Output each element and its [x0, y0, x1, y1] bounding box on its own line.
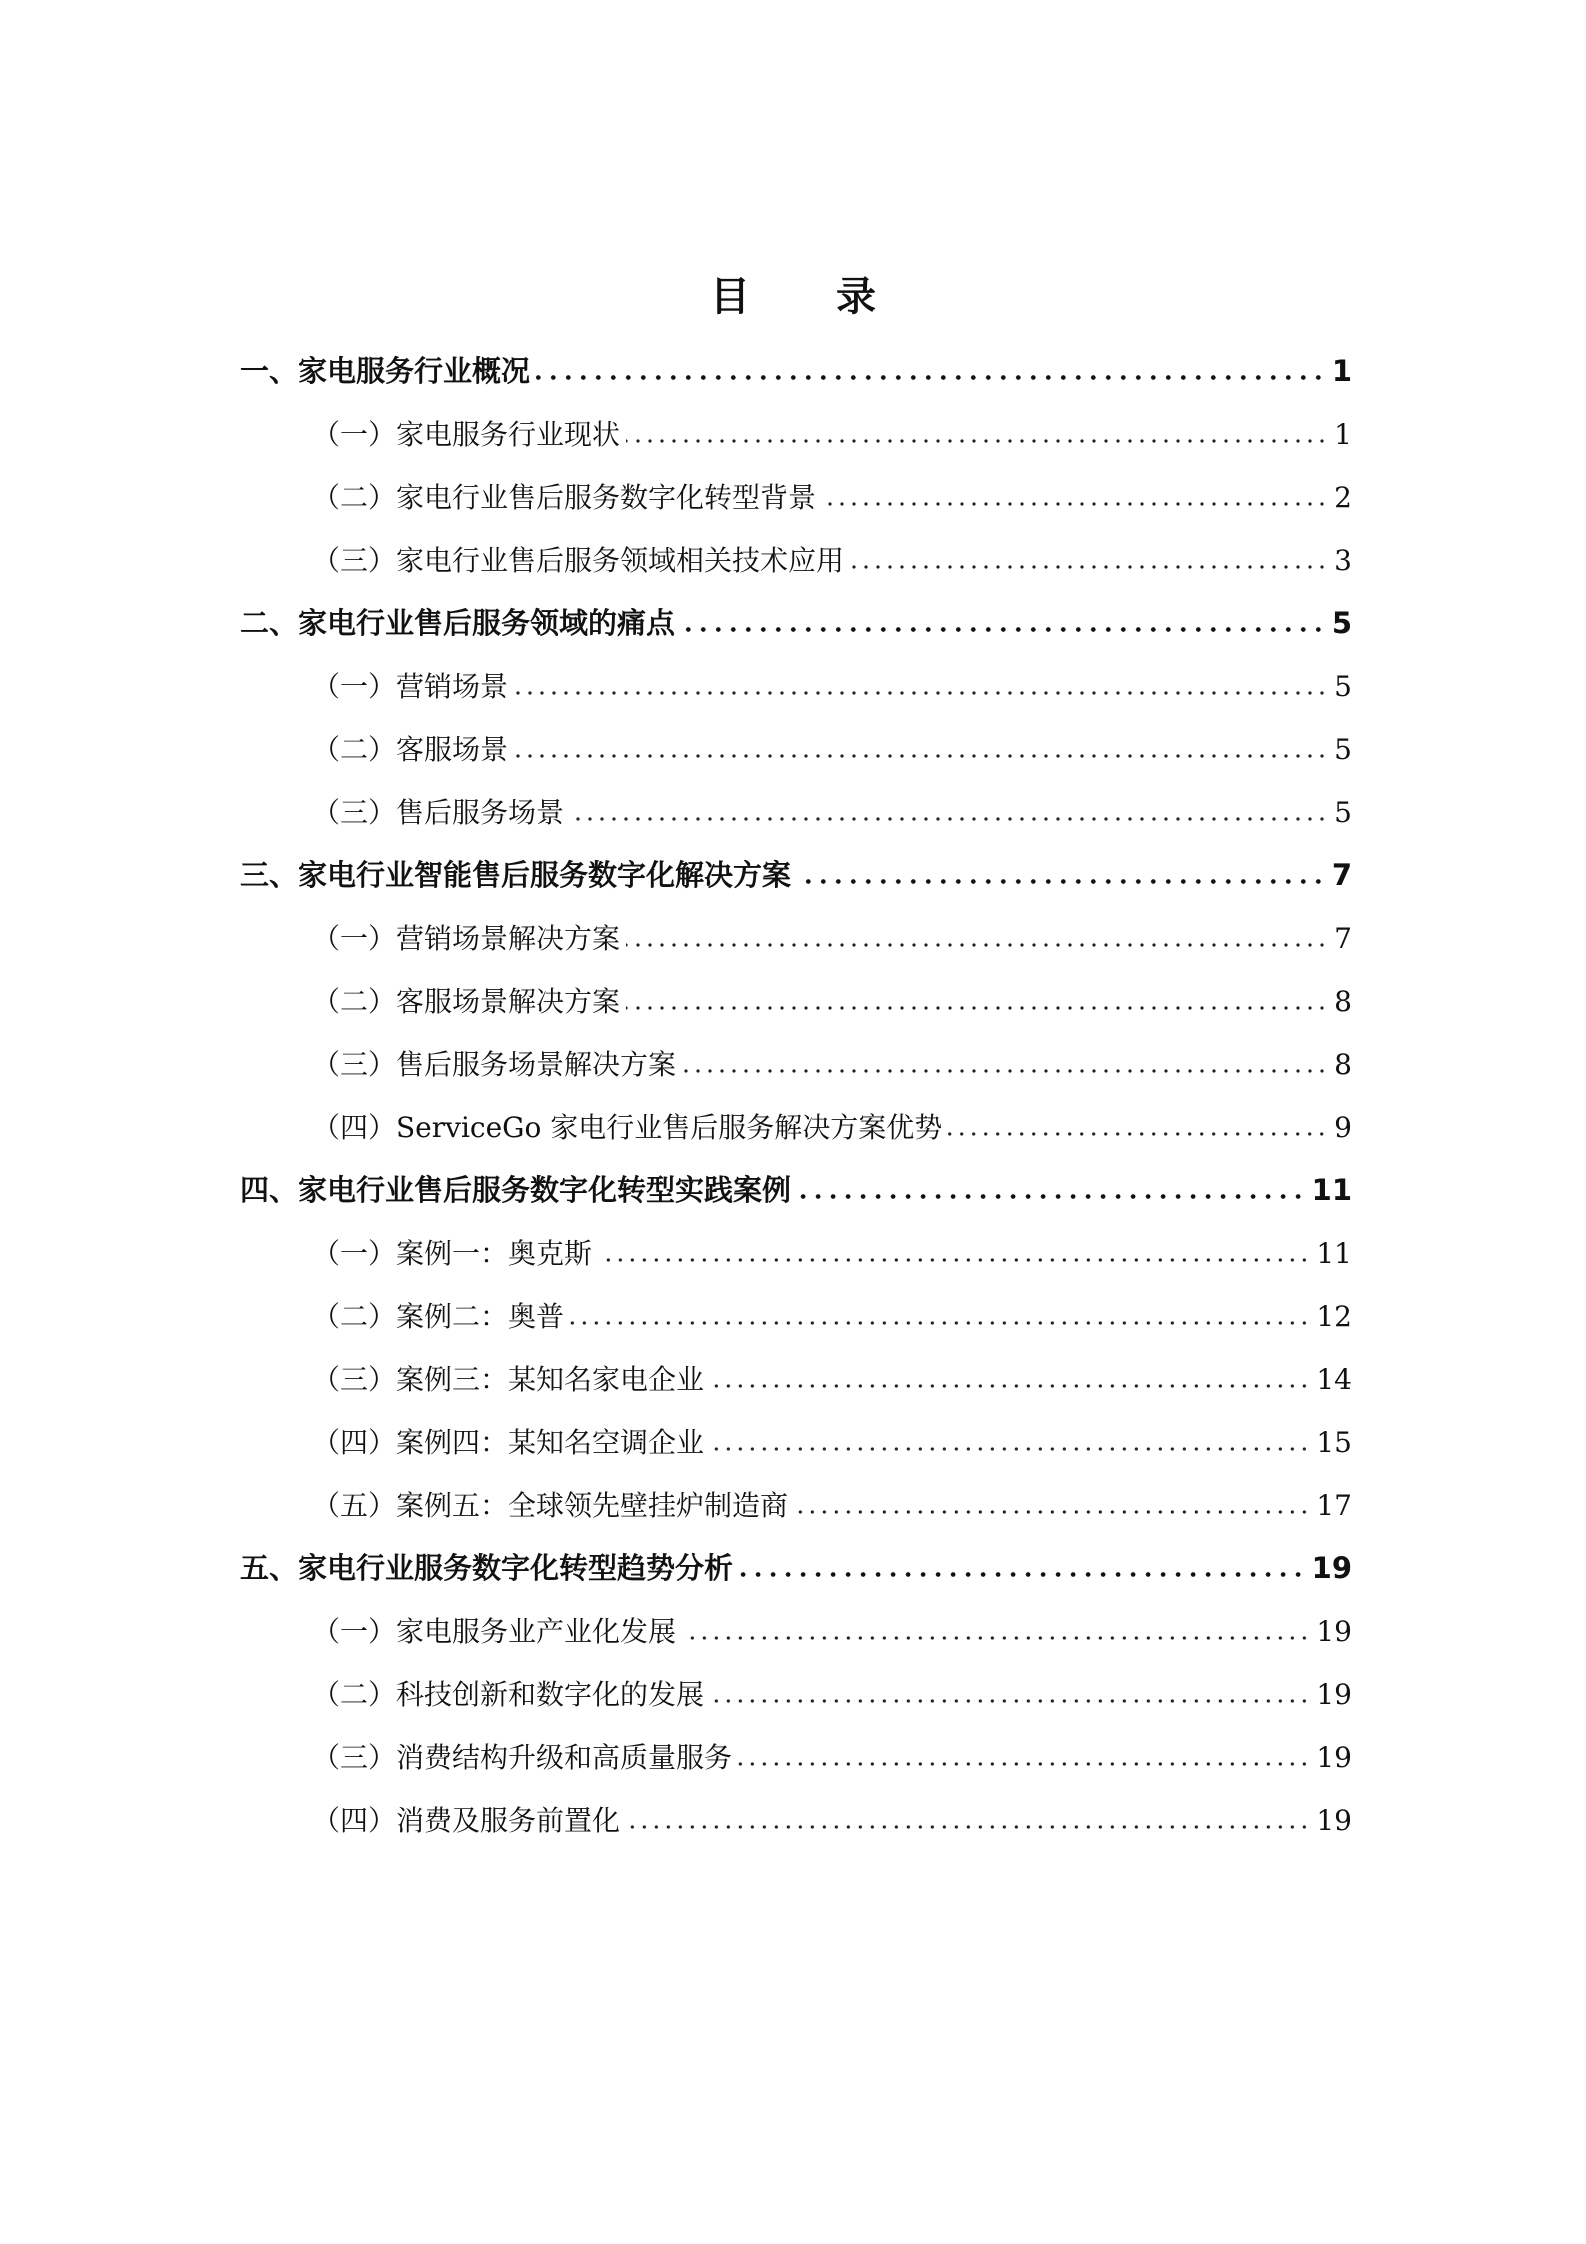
dot-leader: [797, 879, 1326, 884]
toc-page-number: 8: [1334, 985, 1352, 1018]
toc-page-number: 19: [1316, 1741, 1352, 1774]
dot-leader: [710, 1447, 1310, 1451]
toc-section-entry[interactable]: [240, 1411, 1352, 1474]
toc-page-number: 19: [1311, 1551, 1352, 1585]
toc-entry-label: 二、家电行业售后服务领域的痛点: [240, 606, 676, 640]
dot-leader: [570, 817, 1328, 821]
dot-leader: [738, 1762, 1310, 1766]
toc-entry-label: （五）案例五：全球领先壁挂炉制造商: [312, 1489, 789, 1522]
toc-entry-label: （一）营销场景解决方案: [312, 922, 621, 955]
toc-section-entry[interactable]: [240, 1663, 1352, 1726]
toc-section-entry[interactable]: [240, 1600, 1352, 1663]
toc-entry-label: （四）ServiceGo 家电行业售后服务解决方案优势: [312, 1111, 943, 1144]
toc-section-entry[interactable]: [240, 1285, 1352, 1348]
toc-section-entry[interactable]: [240, 403, 1352, 466]
dot-leader: [514, 754, 1328, 758]
toc-entry-label: （四）消费及服务前置化: [312, 1804, 621, 1837]
toc-entry-label: （三）售后服务场景解决方案: [312, 1048, 677, 1081]
toc-section-entry[interactable]: [240, 1789, 1352, 1852]
toc-section-entry[interactable]: [240, 907, 1352, 970]
dot-leader: [739, 1572, 1306, 1577]
dot-leader: [794, 1510, 1310, 1514]
dot-leader: [710, 1384, 1310, 1388]
toc-section-entry[interactable]: [240, 718, 1352, 781]
dot-leader: [514, 691, 1328, 695]
toc-page-number: 7: [1331, 858, 1352, 892]
toc-section-entry[interactable]: [240, 781, 1352, 844]
dot-leader: [710, 1699, 1310, 1703]
toc-page-number: 5: [1331, 606, 1352, 640]
toc-entry-label: （二）客服场景解决方案: [312, 985, 621, 1018]
toc-section-entry[interactable]: [240, 1348, 1352, 1411]
toc-page-number: 5: [1334, 733, 1352, 766]
toc-page-number: 1: [1331, 354, 1352, 388]
dot-leader: [626, 943, 1328, 947]
dot-leader: [626, 1825, 1310, 1829]
toc-chapter-entry[interactable]: [240, 844, 1352, 907]
dot-leader: [626, 439, 1328, 443]
toc-chapter-entry[interactable]: [240, 1159, 1352, 1222]
toc-section-entry[interactable]: [240, 655, 1352, 718]
toc-page-number: 5: [1334, 670, 1352, 703]
toc-section-entry[interactable]: [240, 970, 1352, 1033]
toc-entry-label: （三）家电行业售后服务领域相关技术应用: [312, 544, 845, 577]
toc-entry-label: （三）售后服务场景: [312, 796, 565, 829]
toc-page-number: 8: [1334, 1048, 1352, 1081]
dot-leader: [797, 1194, 1306, 1199]
toc-page-number: 15: [1316, 1426, 1352, 1459]
toc-section-entry[interactable]: [240, 1222, 1352, 1285]
toc-page-number: 14: [1316, 1363, 1352, 1396]
toc-entry-label: （二）案例二：奥普: [312, 1300, 565, 1333]
dot-leader: [536, 375, 1326, 380]
toc-entry-label: （二）科技创新和数字化的发展: [312, 1678, 705, 1711]
toc-page-number: 5: [1334, 796, 1352, 829]
dot-leader: [681, 627, 1326, 632]
dot-leader: [682, 1636, 1310, 1640]
dot-leader: [598, 1258, 1310, 1262]
toc-entry-label: 四、家电行业售后服务数字化转型实践案例: [240, 1173, 792, 1207]
toc-page-number: 17: [1316, 1489, 1352, 1522]
toc-section-entry[interactable]: [240, 1033, 1352, 1096]
dot-leader: [822, 502, 1328, 506]
toc-chapter-entry[interactable]: [240, 592, 1352, 655]
toc-entry-label: 三、家电行业智能售后服务数字化解决方案: [240, 858, 792, 892]
toc-entry-label: （三）消费结构升级和高质量服务: [312, 1741, 733, 1774]
toc-section-entry[interactable]: [240, 1726, 1352, 1789]
dot-leader: [626, 1006, 1328, 1010]
dot-leader: [948, 1132, 1328, 1136]
toc-page-number: 19: [1316, 1678, 1352, 1711]
table-of-contents: [240, 340, 1352, 1852]
toc-page-number: 11: [1316, 1237, 1352, 1270]
toc-page-number: 12: [1316, 1300, 1352, 1333]
toc-chapter-entry[interactable]: [240, 340, 1352, 403]
toc-page-number: 9: [1334, 1111, 1352, 1144]
toc-entry-label: （二）家电行业售后服务数字化转型背景: [312, 481, 817, 514]
toc-entry-label: （一）营销场景: [312, 670, 509, 703]
toc-page-number: 19: [1316, 1804, 1352, 1837]
toc-entry-label: （一）家电服务行业现状: [312, 418, 621, 451]
toc-entry-label: 五、家电行业服务数字化转型趋势分析: [240, 1551, 734, 1585]
toc-chapter-entry[interactable]: [240, 1537, 1352, 1600]
toc-entry-label: （一）案例一：奥克斯: [312, 1237, 593, 1270]
toc-entry-label: （一）家电服务业产业化发展: [312, 1615, 677, 1648]
toc-page-number: 1: [1334, 418, 1352, 451]
toc-entry-label: 一、家电服务行业概况: [240, 354, 531, 388]
toc-page-number: 19: [1316, 1615, 1352, 1648]
toc-page-number: 2: [1334, 481, 1352, 514]
toc-entry-label: （三）案例三：某知名家电企业: [312, 1363, 705, 1396]
toc-section-entry[interactable]: [240, 1474, 1352, 1537]
toc-entry-label: （二）客服场景: [312, 733, 509, 766]
toc-page-number: 7: [1334, 922, 1352, 955]
page-title: 目 录: [710, 274, 912, 320]
toc-section-entry[interactable]: [240, 466, 1352, 529]
toc-entry-label: （四）案例四：某知名空调企业: [312, 1426, 705, 1459]
dot-leader: [850, 565, 1328, 569]
toc-section-entry[interactable]: [240, 1096, 1352, 1159]
toc-page-number: 3: [1334, 544, 1352, 577]
toc-section-entry[interactable]: [240, 529, 1352, 592]
dot-leader: [682, 1069, 1328, 1073]
dot-leader: [570, 1321, 1310, 1325]
toc-page-number: 11: [1311, 1173, 1352, 1207]
